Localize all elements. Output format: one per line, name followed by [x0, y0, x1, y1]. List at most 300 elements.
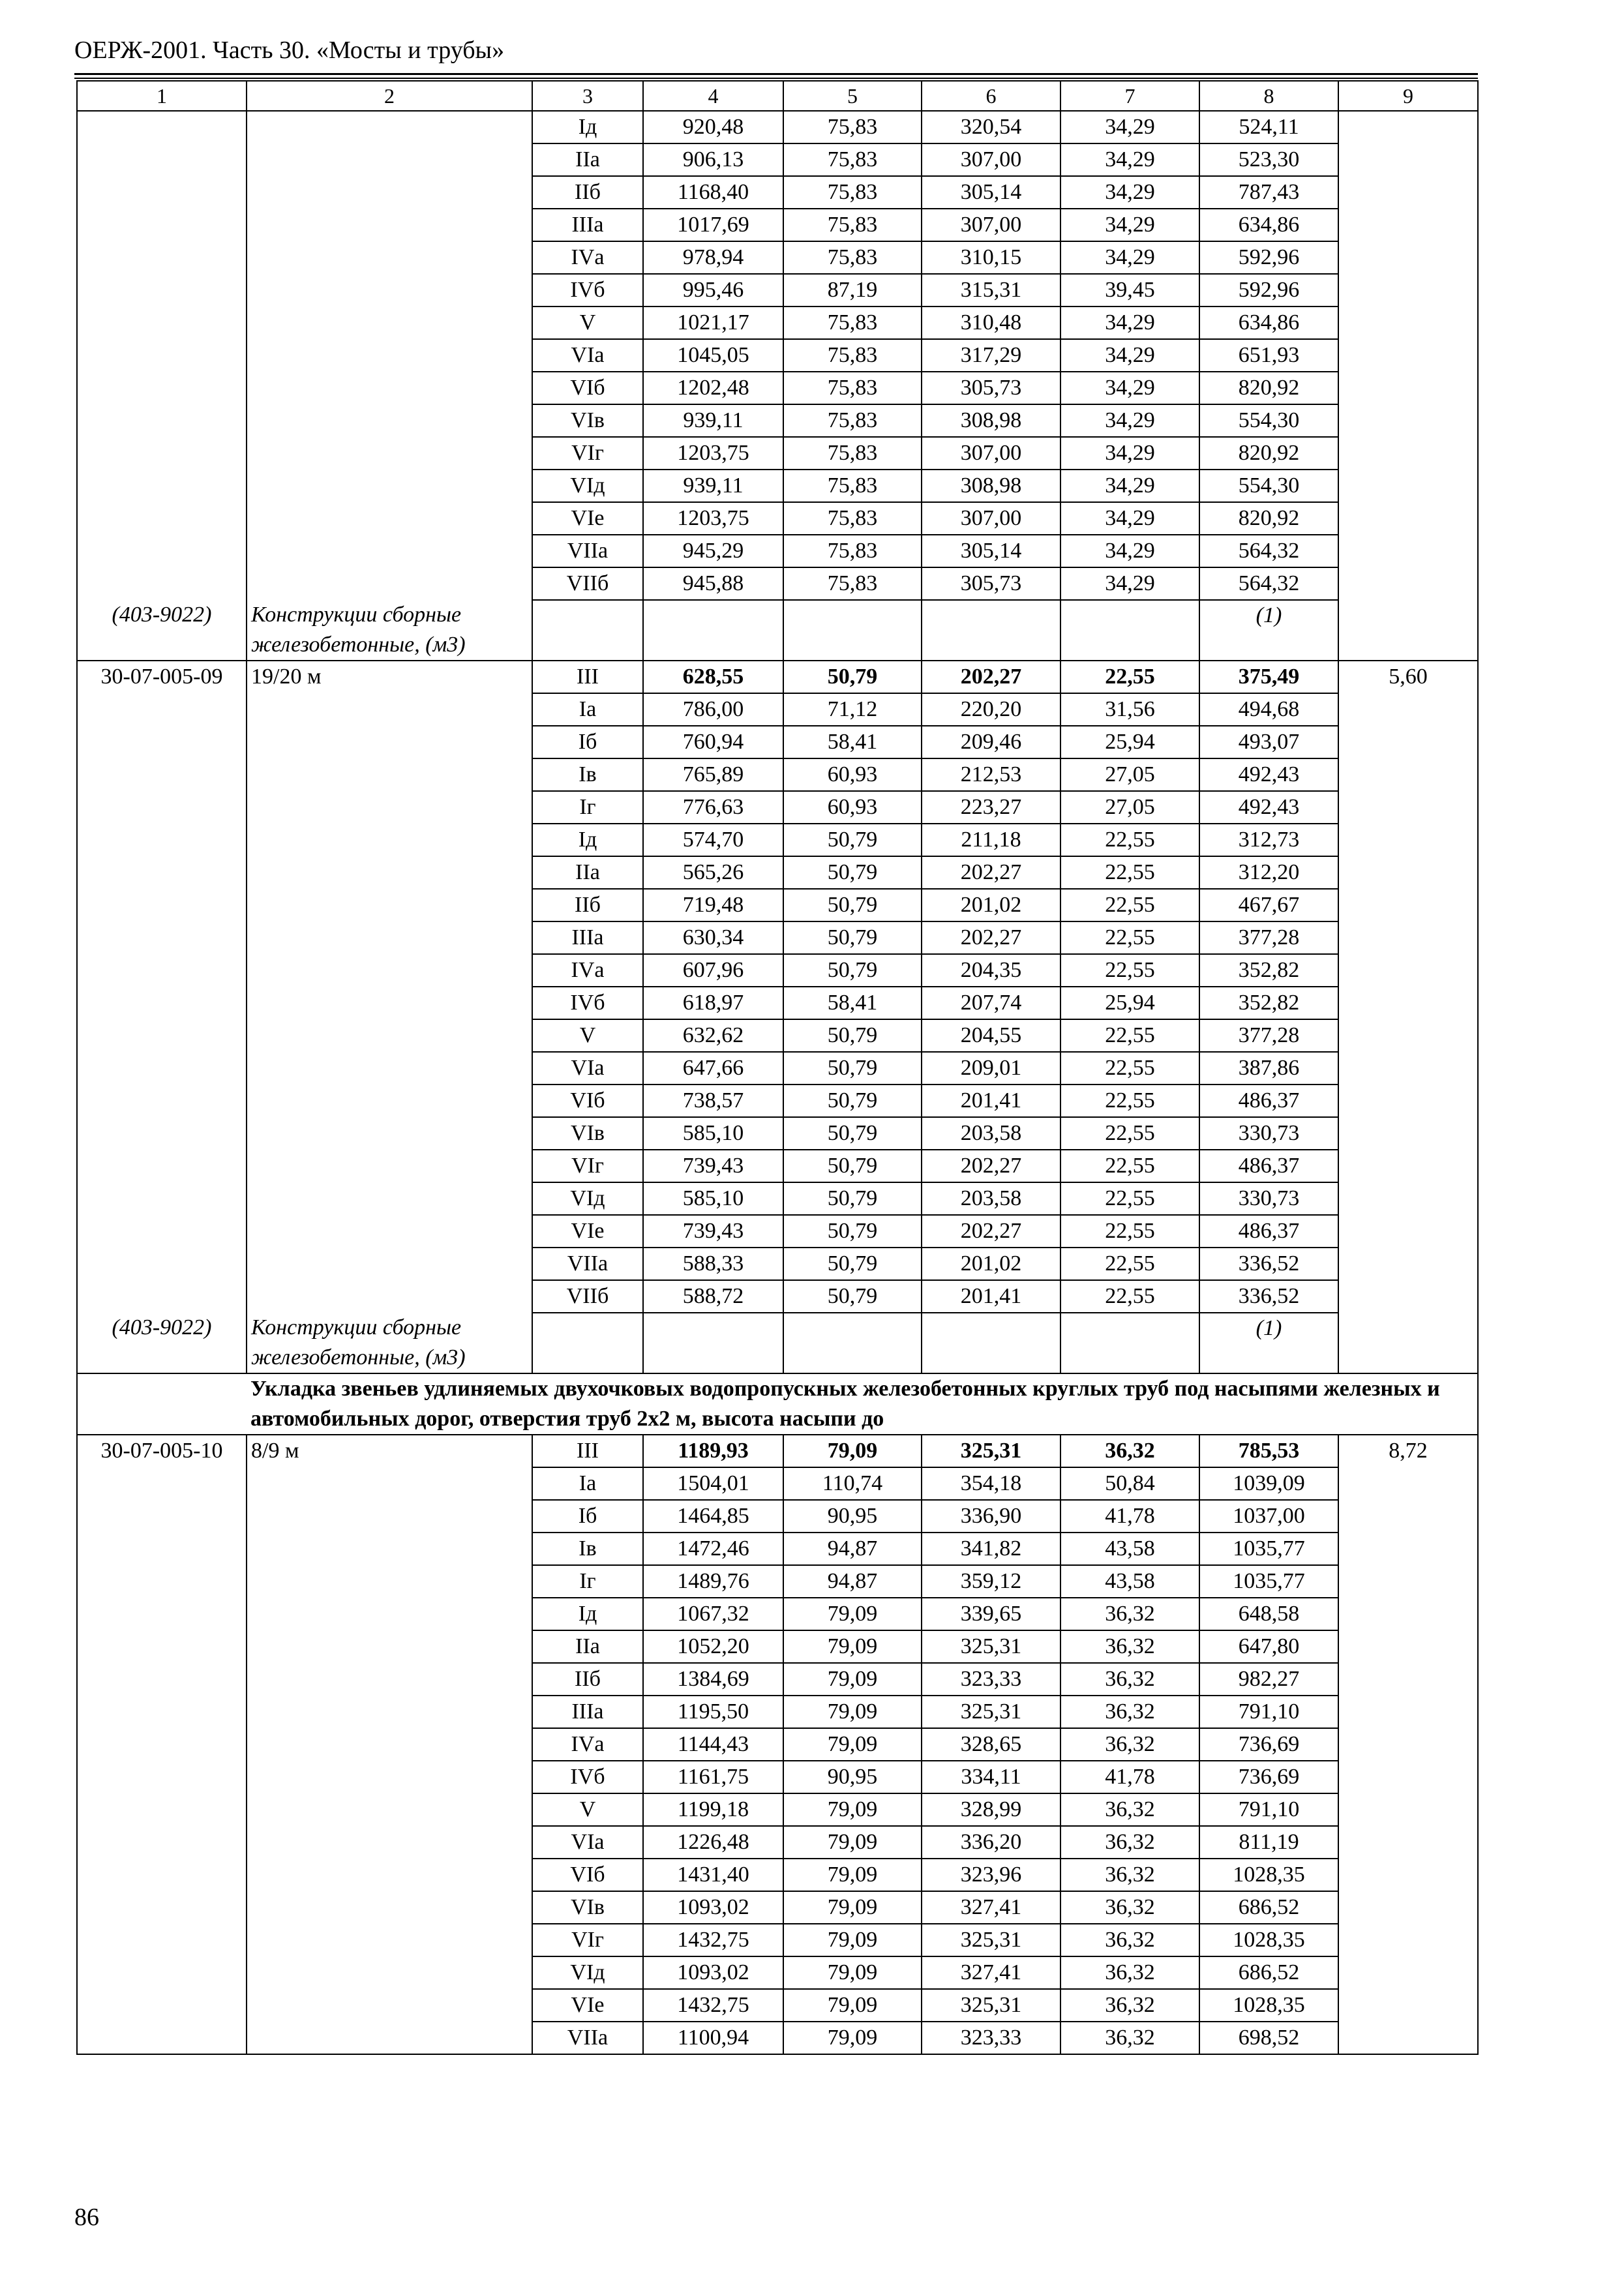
machine-cost-cell: 305,14	[922, 535, 1060, 567]
labor-hours-cell	[1338, 1565, 1478, 1598]
labor-cost-cell: 75,83	[783, 470, 922, 502]
rates-table-body	[77, 81, 1478, 2054]
rate-code-cell	[77, 1052, 247, 1085]
rate-name-cell	[247, 889, 532, 921]
total-cost-cell: 939,11	[643, 404, 783, 437]
rate-code-cell	[77, 1859, 247, 1891]
machine-cost-cell: 323,33	[922, 1663, 1060, 1696]
zone-cell: Iб	[532, 726, 643, 758]
labor-cost-cell: 90,95	[783, 1500, 922, 1533]
labor-hours-cell	[1338, 1248, 1478, 1280]
labor-hours-cell	[1338, 1859, 1478, 1891]
labor-cost-cell: 75,83	[783, 339, 922, 372]
materials-cost-cell: 820,92	[1199, 437, 1338, 470]
machinist-wage-cell: 22,55	[1060, 889, 1199, 921]
materials-cost-cell: 1035,77	[1199, 1565, 1338, 1598]
total-cost-cell: 719,48	[643, 889, 783, 921]
materials-cost-cell: 387,86	[1199, 1052, 1338, 1085]
labor-hours-cell	[1338, 1215, 1478, 1248]
table-row	[77, 1533, 1478, 1565]
empty-cell	[783, 1313, 922, 1373]
materials-cost-cell: 524,11	[1199, 111, 1338, 143]
rate-name-cell	[247, 954, 532, 987]
rate-name-cell	[247, 143, 532, 176]
zone-cell: VIв	[532, 404, 643, 437]
materials-cost-cell: 564,32	[1199, 535, 1338, 567]
labor-hours-cell	[1338, 111, 1478, 143]
rate-code-cell	[77, 889, 247, 921]
rate-code-cell	[77, 1467, 247, 1500]
labor-hours-cell	[1338, 535, 1478, 567]
rate-name-cell	[247, 404, 532, 437]
total-cost-cell: 630,34	[643, 921, 783, 954]
zone-cell: Iд	[532, 111, 643, 143]
machinist-wage-cell: 22,55	[1060, 1085, 1199, 1117]
materials-cost-cell: 564,32	[1199, 567, 1338, 600]
zone-cell: VIб	[532, 1859, 643, 1891]
rate-name-cell	[247, 987, 532, 1019]
materials-cost-cell: 554,30	[1199, 470, 1338, 502]
labor-hours-cell	[1338, 1019, 1478, 1052]
column-number: 1	[77, 81, 247, 111]
total-cost-cell: 920,48	[643, 111, 783, 143]
rate-code-cell	[77, 1182, 247, 1215]
labor-hours-cell	[1338, 307, 1478, 339]
zone-cell: IVа	[532, 1728, 643, 1761]
labor-cost-cell: 50,79	[783, 1280, 922, 1313]
machinist-wage-cell: 36,32	[1060, 1859, 1199, 1891]
labor-cost-cell: 50,79	[783, 1150, 922, 1182]
rate-code-cell	[77, 404, 247, 437]
empty-cell	[1338, 1313, 1478, 1373]
labor-cost-cell: 75,83	[783, 437, 922, 470]
rate-code-cell	[77, 1500, 247, 1533]
labor-cost-cell: 79,09	[783, 1989, 922, 2022]
table-row	[77, 1696, 1478, 1728]
table-row	[77, 824, 1478, 856]
machinist-wage-cell: 34,29	[1060, 404, 1199, 437]
zone-cell: Iг	[532, 1565, 643, 1598]
materials-cost-cell: 336,52	[1199, 1248, 1338, 1280]
machine-cost-cell: 307,00	[922, 143, 1060, 176]
total-cost-cell: 1226,48	[643, 1826, 783, 1859]
total-cost-cell: 588,72	[643, 1280, 783, 1313]
table-row	[77, 404, 1478, 437]
machine-cost-cell: 201,02	[922, 1248, 1060, 1280]
rate-name-cell	[247, 1859, 532, 1891]
labor-hours-cell	[1338, 1728, 1478, 1761]
machinist-wage-cell: 34,29	[1060, 209, 1199, 241]
labor-hours-cell	[1338, 791, 1478, 824]
labor-hours-cell	[1338, 1956, 1478, 1989]
machinist-wage-cell: 36,32	[1060, 2022, 1199, 2054]
machine-cost-cell: 328,65	[922, 1728, 1060, 1761]
rate-name-cell	[247, 1793, 532, 1826]
column-number: 8	[1199, 81, 1338, 111]
machinist-wage-cell: 34,29	[1060, 241, 1199, 274]
material-reference: (403-9022)	[77, 1313, 247, 1373]
zone-cell: Iд	[532, 824, 643, 856]
total-cost-cell: 1203,75	[643, 437, 783, 470]
labor-hours-cell	[1338, 1761, 1478, 1793]
zone-cell: V	[532, 307, 643, 339]
machine-cost-cell: 325,31	[922, 1924, 1060, 1956]
labor-hours-cell	[1338, 889, 1478, 921]
labor-hours-cell	[1338, 143, 1478, 176]
machine-cost-cell: 201,41	[922, 1085, 1060, 1117]
labor-cost-cell: 50,79	[783, 661, 922, 693]
materials-cost-cell: 312,73	[1199, 824, 1338, 856]
total-cost-cell: 906,13	[643, 143, 783, 176]
rate-code-cell	[77, 1533, 247, 1565]
empty-cell	[643, 600, 783, 661]
table-row	[77, 791, 1478, 824]
machinist-wage-cell: 36,32	[1060, 1826, 1199, 1859]
empty-cell	[1060, 600, 1199, 661]
machinist-wage-cell: 31,56	[1060, 693, 1199, 726]
total-cost-cell: 585,10	[643, 1117, 783, 1150]
labor-cost-cell: 50,79	[783, 1117, 922, 1150]
labor-cost-cell: 79,09	[783, 1435, 922, 1467]
materials-cost-cell: 592,96	[1199, 241, 1338, 274]
materials-cost-cell: 648,58	[1199, 1598, 1338, 1630]
machinist-wage-cell: 34,29	[1060, 470, 1199, 502]
zone-cell: IIб	[532, 889, 643, 921]
rate-code-cell	[77, 824, 247, 856]
zone-cell: VIа	[532, 1052, 643, 1085]
machinist-wage-cell: 36,32	[1060, 1598, 1199, 1630]
zone-cell: IIб	[532, 176, 643, 209]
table-row	[77, 372, 1478, 404]
machinist-wage-cell: 36,32	[1060, 1728, 1199, 1761]
machinist-wage-cell: 25,94	[1060, 726, 1199, 758]
material-quantity: (1)	[1199, 600, 1338, 661]
machine-cost-cell: 305,73	[922, 372, 1060, 404]
table-row	[77, 111, 1478, 143]
labor-hours-cell	[1338, 1663, 1478, 1696]
rate-code-cell	[77, 502, 247, 535]
rate-name-cell	[247, 1533, 532, 1565]
total-cost-cell: 776,63	[643, 791, 783, 824]
machinist-wage-cell: 34,29	[1060, 567, 1199, 600]
column-number: 5	[783, 81, 922, 111]
materials-cost-cell: 554,30	[1199, 404, 1338, 437]
labor-cost-cell: 75,83	[783, 372, 922, 404]
rate-code-cell	[77, 1215, 247, 1248]
labor-hours-cell: 8,72	[1338, 1435, 1478, 1467]
rate-name-cell	[247, 1182, 532, 1215]
labor-cost-cell: 58,41	[783, 987, 922, 1019]
labor-hours-cell	[1338, 824, 1478, 856]
total-cost-cell: 1189,93	[643, 1435, 783, 1467]
table-row	[77, 535, 1478, 567]
total-cost-cell: 760,94	[643, 726, 783, 758]
labor-cost-cell: 79,09	[783, 2022, 922, 2054]
empty-cell	[922, 600, 1060, 661]
rate-name-cell	[247, 502, 532, 535]
materials-cost-cell: 492,43	[1199, 791, 1338, 824]
table-row	[77, 1826, 1478, 1859]
zone-cell: IVб	[532, 987, 643, 1019]
table-row	[77, 1989, 1478, 2022]
zone-cell: VIIа	[532, 2022, 643, 2054]
materials-cost-cell: 787,43	[1199, 176, 1338, 209]
rate-name-cell: 19/20 м	[247, 661, 532, 693]
rate-code-cell	[77, 339, 247, 372]
machinist-wage-cell: 36,32	[1060, 1793, 1199, 1826]
rate-code-cell	[77, 1956, 247, 1989]
empty-cell	[77, 1373, 247, 1435]
rate-code-cell: 30-07-005-09	[77, 661, 247, 693]
zone-cell: III	[532, 661, 643, 693]
machine-cost-cell: 315,31	[922, 274, 1060, 307]
labor-cost-cell: 90,95	[783, 1761, 922, 1793]
total-cost-cell: 1093,02	[643, 1891, 783, 1924]
labor-cost-cell: 79,09	[783, 1924, 922, 1956]
materials-cost-cell: 486,37	[1199, 1215, 1338, 1248]
machinist-wage-cell: 22,55	[1060, 856, 1199, 889]
labor-hours-cell	[1338, 1891, 1478, 1924]
materials-cost-cell: 736,69	[1199, 1761, 1338, 1793]
rate-code-cell: 30-07-005-10	[77, 1435, 247, 1467]
zone-cell: VIIа	[532, 1248, 643, 1280]
table-row	[77, 339, 1478, 372]
column-number: 7	[1060, 81, 1199, 111]
labor-cost-cell: 79,09	[783, 1728, 922, 1761]
machinist-wage-cell: 34,29	[1060, 535, 1199, 567]
zone-cell: VIIб	[532, 567, 643, 600]
machine-cost-cell: 203,58	[922, 1117, 1060, 1150]
zone-cell: VIд	[532, 470, 643, 502]
rate-code-cell	[77, 176, 247, 209]
materials-cost-cell: 352,82	[1199, 954, 1338, 987]
section-heading-row	[77, 1373, 1478, 1435]
material-quantity: (1)	[1199, 1313, 1338, 1373]
labor-cost-cell: 79,09	[783, 1859, 922, 1891]
total-cost-cell: 1021,17	[643, 307, 783, 339]
table-row	[77, 726, 1478, 758]
total-cost-cell: 585,10	[643, 1182, 783, 1215]
machine-cost-cell: 323,33	[922, 2022, 1060, 2054]
machine-cost-cell: 209,46	[922, 726, 1060, 758]
zone-cell: VIб	[532, 372, 643, 404]
labor-cost-cell: 75,83	[783, 143, 922, 176]
table-row	[77, 274, 1478, 307]
rate-code-cell	[77, 791, 247, 824]
rate-code-cell	[77, 1280, 247, 1313]
table-row	[77, 1052, 1478, 1085]
labor-hours-cell	[1338, 209, 1478, 241]
table-row	[77, 1859, 1478, 1891]
rate-code-cell	[77, 954, 247, 987]
materials-cost-cell: 523,30	[1199, 143, 1338, 176]
rate-code-cell	[77, 1761, 247, 1793]
total-cost-cell: 574,70	[643, 824, 783, 856]
rate-name-cell	[247, 1663, 532, 1696]
labor-cost-cell: 75,83	[783, 241, 922, 274]
rate-code-cell	[77, 372, 247, 404]
zone-cell: VIд	[532, 1956, 643, 1989]
table-row	[77, 1793, 1478, 1826]
rate-name-cell	[247, 1215, 532, 1248]
machinist-wage-cell: 22,55	[1060, 1052, 1199, 1085]
labor-hours-cell	[1338, 1085, 1478, 1117]
machine-cost-cell: 310,15	[922, 241, 1060, 274]
materials-cost-cell: 1028,35	[1199, 1859, 1338, 1891]
total-cost-cell: 786,00	[643, 693, 783, 726]
machine-cost-cell: 212,53	[922, 758, 1060, 791]
labor-cost-cell: 50,79	[783, 921, 922, 954]
rate-code-cell	[77, 1565, 247, 1598]
zone-cell: VIа	[532, 1826, 643, 1859]
zone-cell: VIв	[532, 1891, 643, 1924]
labor-cost-cell: 79,09	[783, 1793, 922, 1826]
table-row	[77, 1598, 1478, 1630]
rate-name-cell	[247, 791, 532, 824]
machinist-wage-cell: 36,32	[1060, 1891, 1199, 1924]
machinist-wage-cell: 36,32	[1060, 1630, 1199, 1663]
zone-cell: IVа	[532, 954, 643, 987]
labor-hours-cell	[1338, 567, 1478, 600]
total-cost-cell: 1195,50	[643, 1696, 783, 1728]
machine-cost-cell: 202,27	[922, 856, 1060, 889]
total-cost-cell: 1052,20	[643, 1630, 783, 1663]
labor-cost-cell: 75,83	[783, 502, 922, 535]
machinist-wage-cell: 22,55	[1060, 824, 1199, 856]
total-cost-cell: 1144,43	[643, 1728, 783, 1761]
materials-cost-cell: 492,43	[1199, 758, 1338, 791]
total-cost-cell: 588,33	[643, 1248, 783, 1280]
rate-code-cell	[77, 1924, 247, 1956]
table-row	[77, 1085, 1478, 1117]
column-number: 4	[643, 81, 783, 111]
section-heading: Укладка звеньев удлиняемых двухочковых водопропускных железобетонных круглых труб под насыпями железных и автомобильных дорог, отверстия труб 2х2 м, высота насыпи до	[247, 1373, 1478, 1435]
rate-code-cell	[77, 1630, 247, 1663]
empty-cell	[532, 1313, 643, 1373]
labor-hours-cell	[1338, 1793, 1478, 1826]
table-row	[77, 502, 1478, 535]
rate-name-cell	[247, 470, 532, 502]
machine-cost-cell: 207,74	[922, 987, 1060, 1019]
material-description: Конструкции сборные железобетонные, (м3)	[247, 600, 532, 661]
machinist-wage-cell: 50,84	[1060, 1467, 1199, 1500]
rate-code-cell	[77, 2022, 247, 2054]
machinist-wage-cell: 22,55	[1060, 661, 1199, 693]
rate-name-cell	[247, 567, 532, 600]
table-row	[77, 241, 1478, 274]
page-number: 86	[74, 2204, 99, 2231]
rate-code-cell	[77, 693, 247, 726]
table-row	[77, 1435, 1478, 1467]
labor-hours-cell	[1338, 693, 1478, 726]
machine-cost-cell: 327,41	[922, 1891, 1060, 1924]
table-row	[77, 1924, 1478, 1956]
total-cost-cell: 738,57	[643, 1085, 783, 1117]
materials-cost-cell: 736,69	[1199, 1728, 1338, 1761]
rate-code-cell	[77, 987, 247, 1019]
labor-hours-cell	[1338, 437, 1478, 470]
materials-cost-cell: 1028,35	[1199, 1924, 1338, 1956]
machine-cost-cell: 202,27	[922, 1215, 1060, 1248]
table-row	[77, 209, 1478, 241]
labor-cost-cell: 50,79	[783, 824, 922, 856]
rate-code-cell	[77, 111, 247, 143]
table-row	[77, 307, 1478, 339]
rate-code-cell	[77, 1793, 247, 1826]
materials-cost-cell: 1037,00	[1199, 1500, 1338, 1533]
material-description: Конструкции сборные железобетонные, (м3)	[247, 1313, 532, 1373]
materials-cost-cell: 634,86	[1199, 209, 1338, 241]
table-row	[77, 987, 1478, 1019]
total-cost-cell: 739,43	[643, 1215, 783, 1248]
zone-cell: IIа	[532, 856, 643, 889]
rate-code-cell	[77, 143, 247, 176]
total-cost-cell: 1202,48	[643, 372, 783, 404]
machinist-wage-cell: 25,94	[1060, 987, 1199, 1019]
machine-cost-cell: 310,48	[922, 307, 1060, 339]
labor-cost-cell: 79,09	[783, 1891, 922, 1924]
machine-cost-cell: 327,41	[922, 1956, 1060, 1989]
empty-cell	[532, 600, 643, 661]
machine-cost-cell: 325,31	[922, 1696, 1060, 1728]
total-cost-cell: 945,29	[643, 535, 783, 567]
column-number: 9	[1338, 81, 1478, 111]
machinist-wage-cell: 36,32	[1060, 1989, 1199, 2022]
zone-cell: IIIа	[532, 209, 643, 241]
labor-hours-cell	[1338, 2022, 1478, 2054]
rate-name-cell	[247, 824, 532, 856]
table-row	[77, 1630, 1478, 1663]
labor-hours-cell	[1338, 1467, 1478, 1500]
materials-cost-cell: 647,80	[1199, 1630, 1338, 1663]
total-cost-cell: 607,96	[643, 954, 783, 987]
table-row	[77, 143, 1478, 176]
machinist-wage-cell: 34,29	[1060, 437, 1199, 470]
machine-cost-cell: 341,82	[922, 1533, 1060, 1565]
zone-cell: VIIа	[532, 535, 643, 567]
header-rule-thin	[74, 78, 1478, 79]
labor-cost-cell: 110,74	[783, 1467, 922, 1500]
rate-name-cell	[247, 1924, 532, 1956]
materials-cost-cell: 1028,35	[1199, 1989, 1338, 2022]
materials-cost-cell: 330,73	[1199, 1182, 1338, 1215]
machinist-wage-cell: 36,32	[1060, 1956, 1199, 1989]
zone-cell: V	[532, 1793, 643, 1826]
labor-cost-cell: 75,83	[783, 307, 922, 339]
labor-hours-cell	[1338, 241, 1478, 274]
labor-hours-cell	[1338, 987, 1478, 1019]
materials-cost-cell: 791,10	[1199, 1793, 1338, 1826]
machine-cost-cell: 204,35	[922, 954, 1060, 987]
labor-hours-cell	[1338, 954, 1478, 987]
materials-cost-cell: 336,52	[1199, 1280, 1338, 1313]
table-row	[77, 1280, 1478, 1313]
machinist-wage-cell: 36,32	[1060, 1696, 1199, 1728]
rate-name-cell	[247, 856, 532, 889]
machine-cost-cell: 307,00	[922, 209, 1060, 241]
zone-cell: VIе	[532, 502, 643, 535]
rates-table	[76, 80, 1479, 2055]
labor-cost-cell: 94,87	[783, 1533, 922, 1565]
materials-cost-cell: 592,96	[1199, 274, 1338, 307]
table-row	[77, 921, 1478, 954]
empty-cell	[783, 600, 922, 661]
labor-cost-cell: 75,83	[783, 176, 922, 209]
rate-name-cell	[247, 111, 532, 143]
rate-name-cell	[247, 535, 532, 567]
total-cost-cell: 978,94	[643, 241, 783, 274]
labor-hours-cell	[1338, 1280, 1478, 1313]
